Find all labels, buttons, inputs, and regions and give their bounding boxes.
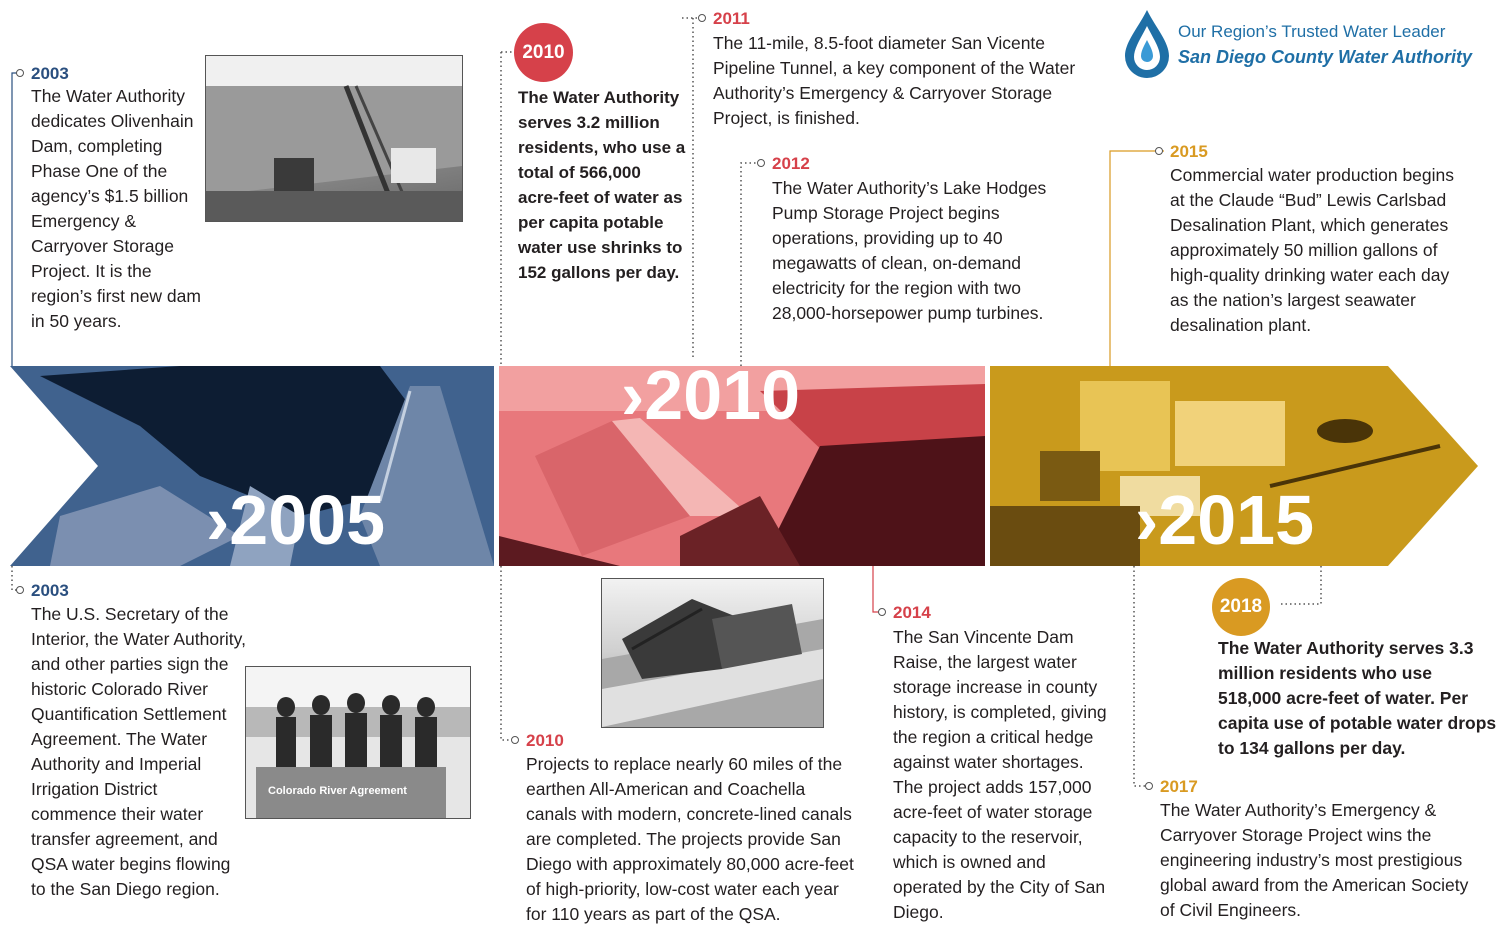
year-circle-2010: 2010 [514, 23, 573, 82]
colorado-river-agreement-sign: Colorado River Agreement [268, 785, 407, 797]
event-2017-text: The Water Authority’s Emergency & Carryover Storage Project wins the engineering industry’s most prestigious global award from the American Society of Civil Engineers. [1160, 800, 1469, 920]
timeline-band [0, 366, 1500, 566]
event-2003-qsa-year: 2003 [31, 581, 69, 600]
header-org-name: San Diego County Water Authority [1178, 47, 1473, 67]
band-label-2015: ›2015 [1135, 481, 1315, 559]
water-drop-logo-icon [1122, 8, 1172, 80]
event-2017-year: 2017 [1160, 777, 1198, 796]
event-2010-canals-year: 2010 [526, 731, 564, 750]
colorado-agreement-photo [245, 666, 471, 819]
band-label-2005: ›2005 [206, 481, 386, 559]
event-2012-text: The Water Authority’s Lake Hodges Pump Storage Project begins operations, providing up to 40 megawatts of clean, on-demand electricity for the region with two 28,000-horsepower pump turbines. [772, 178, 1047, 323]
event-2003-dam-year: 2003 [31, 64, 69, 83]
event-2003-dam-text: The Water Authority dedicates Olivenhain Dam, completing Phase One of the agency’s $1.5 billion Emergency & Carryover Storage Project. It is the region’s first new dam in 50 years. [31, 86, 201, 331]
event-2010-residents-text: The Water Authority serves 3.2 million residents, who use a total of 566,000 acre-feet of water as per capita potable water use shrinks to 152 gallons per day. [518, 88, 686, 282]
event-2003-qsa-text: The U.S. Secretary of the Interior, the Water Authority, and other parties sign the historic Colorado River Quantification Settlement Agreement. The Water Authority and Imperial Irrigation District commence their water transfer agreement, and QSA water begins flowing to the San Diego region. [31, 604, 246, 899]
year-circle-2018: 2018 [1212, 578, 1270, 636]
event-2012-year: 2012 [772, 154, 810, 173]
header-tagline: Our Region’s Trusted Water Leader [1178, 22, 1446, 41]
olivenhain-dam-photo [205, 55, 463, 222]
event-2018-text: The Water Authority serves 3.3 million residents who use 518,000 acre-feet of water. Per capita use of potable water drops to 134 gallons per day. [1218, 638, 1497, 758]
event-2011-year: 2011 [713, 9, 750, 28]
event-2015-year: 2015 [1170, 142, 1208, 161]
band-label-2010: ›2010 [621, 366, 801, 434]
event-2014-year: 2014 [893, 603, 931, 622]
event-2011-text: The 11-mile, 8.5-foot diameter San Vicente Pipeline Tunnel, a key component of the Water Authority’s Emergency & Carryover Storage Project, is finished. [713, 33, 1076, 128]
event-2010-canals-text: Projects to replace nearly 60 miles of the earthen All-American and Coachella canals with modern, concrete-lined canals are completed. The projects provide San Diego with approximately 80,000 acre-feet of high-priority, low-cost water each year for 110 years as part of the QSA. [526, 754, 854, 924]
canal-lining-photo [601, 578, 824, 728]
event-2015-text: Commercial water production begins at the Claude “Bud” Lewis Carlsbad Desalination Plant, which generates approximately 50 million gallons of high-quality drinking water each day as the nation’s largest seawater desalination plant. [1170, 165, 1455, 335]
event-2014-text: The San Vincente Dam Raise, the largest water storage increase in county history, is completed, giving the region a critical hedge against water shortages. The project adds 157,000 acre-feet of water storage capacity to the reservoir, which is owned and operated by the City of San Diego. [893, 627, 1107, 922]
